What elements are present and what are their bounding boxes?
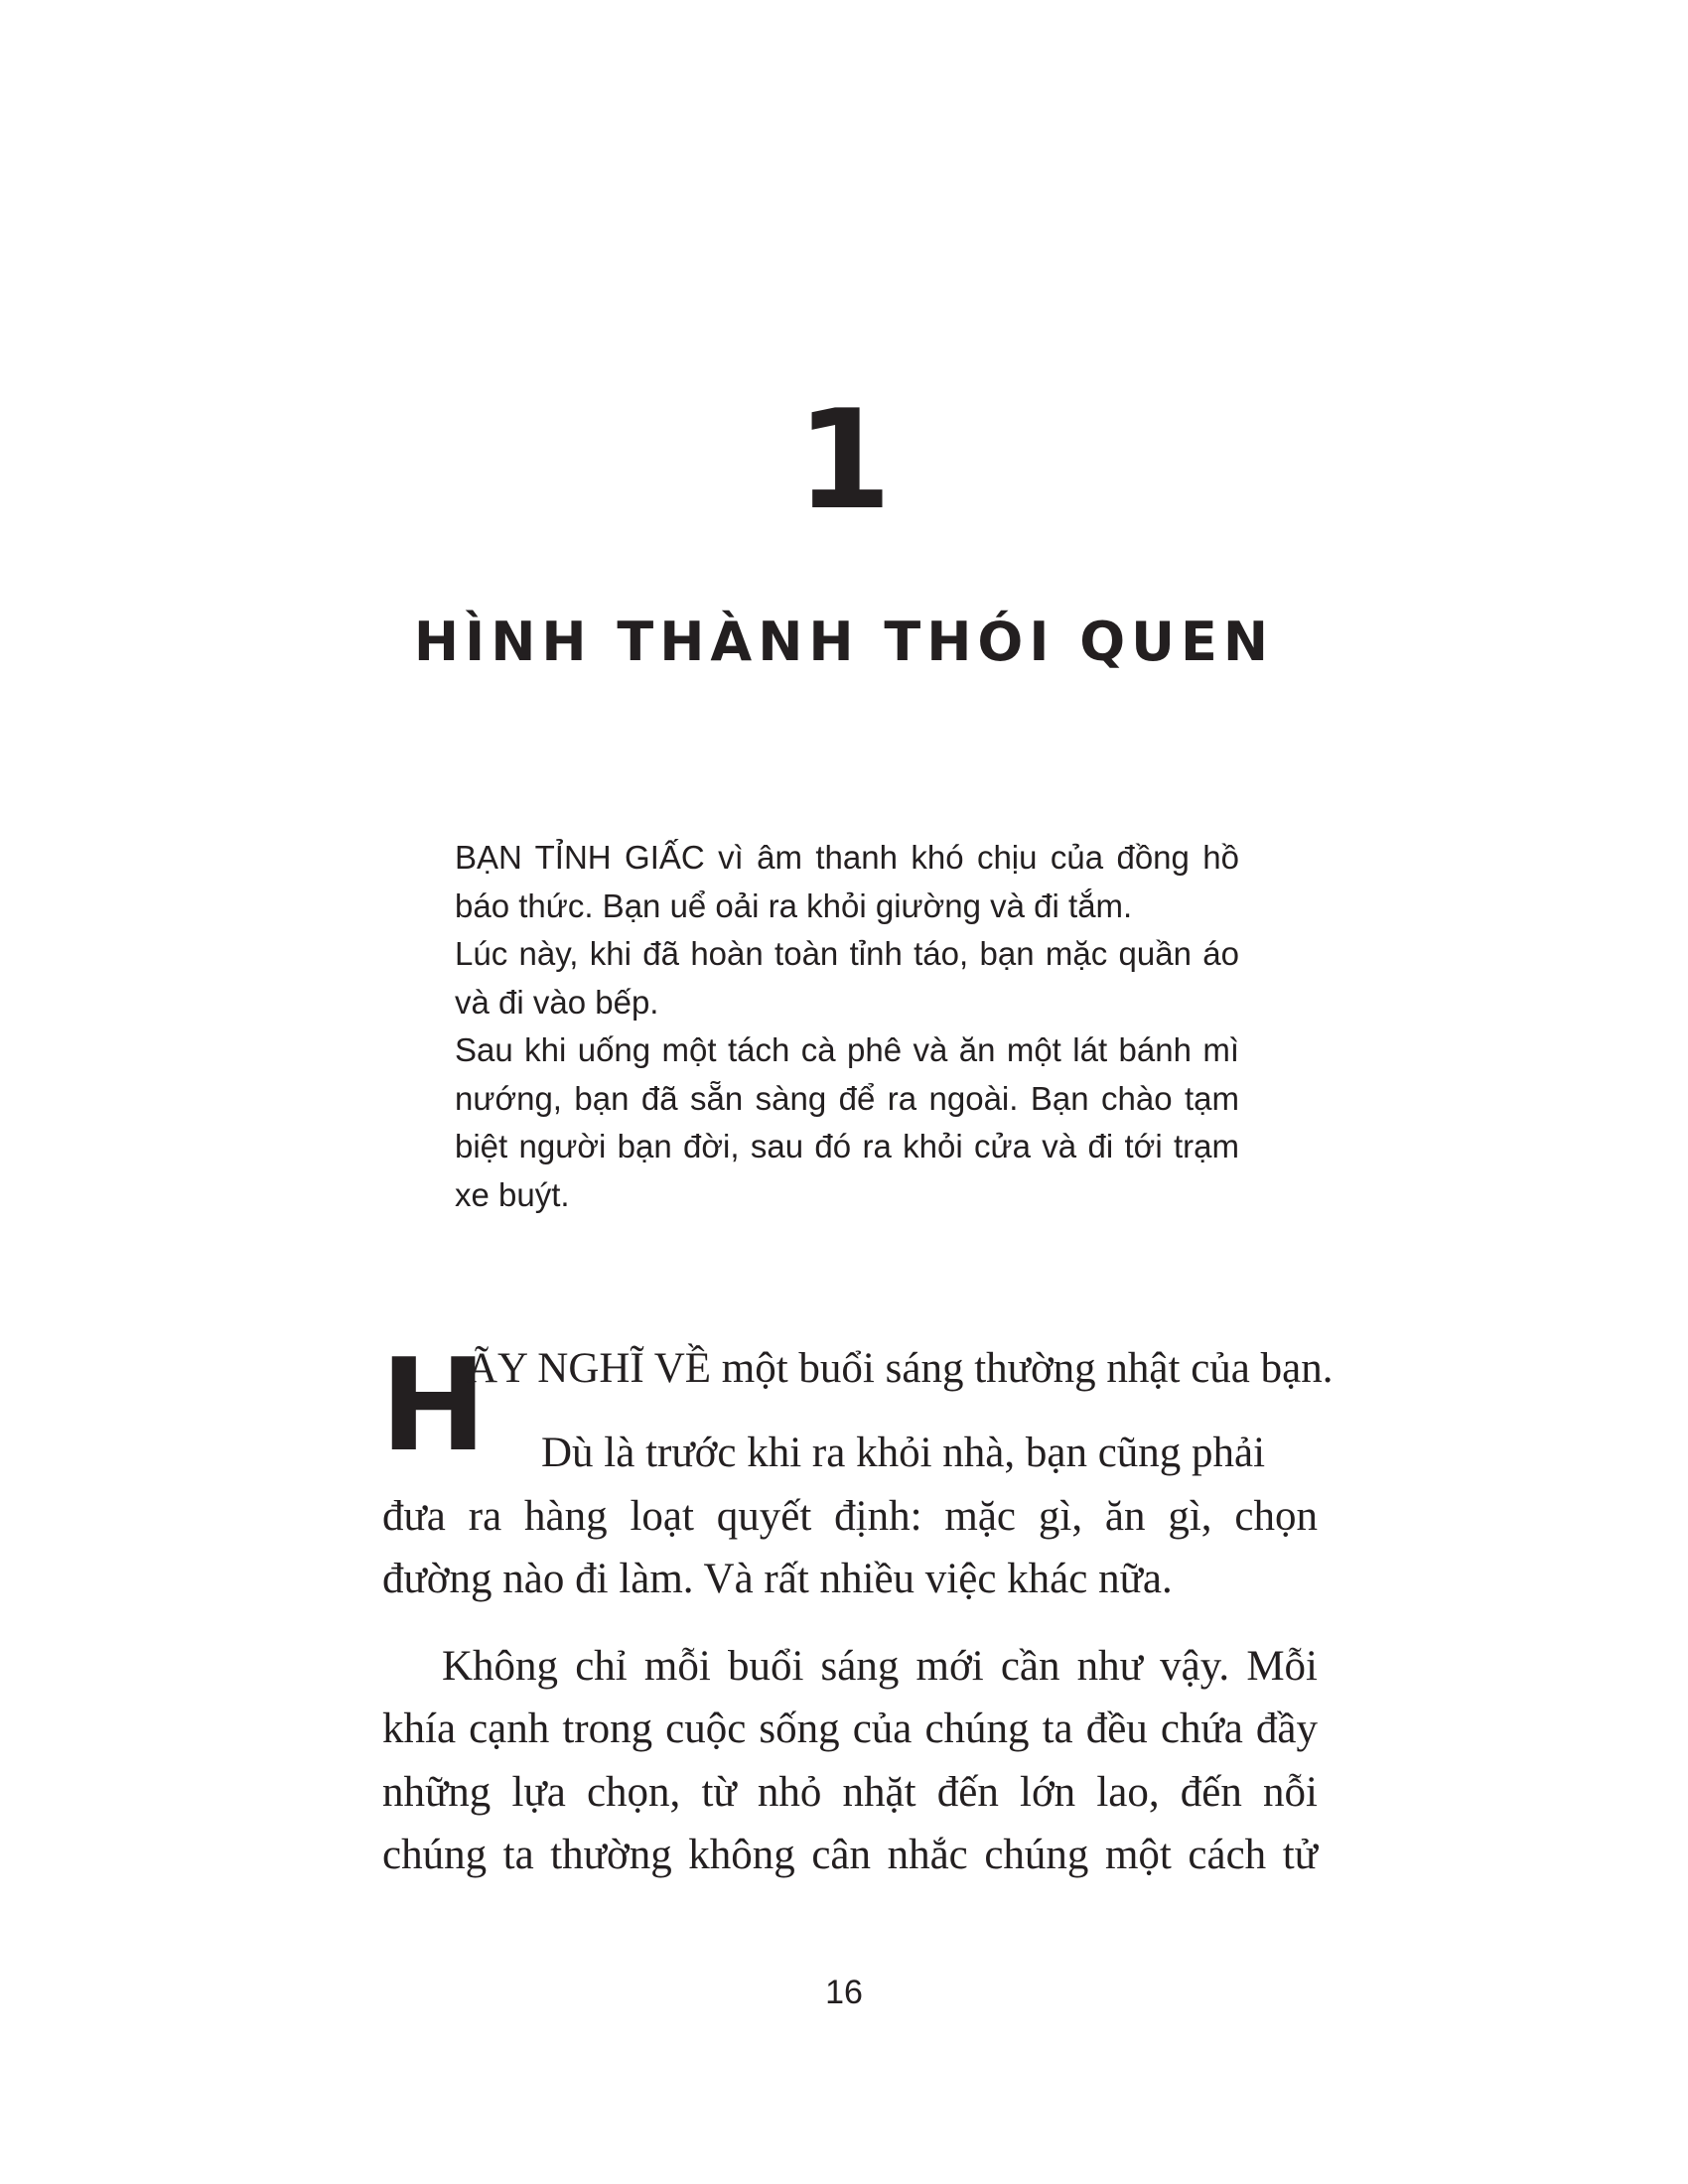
intro-line: nướng, bạn đã sẵn sàng để ra ngoài. Bạn chào tạm [455, 1079, 1239, 1117]
intro-line: biệt người bạn đời, sau đó ra khỏi cửa và đi tới trạm [455, 1128, 1239, 1164]
body-line: đường nào đi làm. Và rất nhiều việc khác nữa. [382, 1556, 1173, 1602]
body-line: chúng ta thường không cân nhắc chúng một cách tử [382, 1832, 1318, 1878]
body-line: khía cạnh trong cuộc sống của chúng ta đều chứa đầy [382, 1706, 1318, 1752]
body-line: đưa ra hàng loạt quyết định: mặc gì, ăn gì, chọn [382, 1492, 1318, 1540]
intro-line: Sau khi uống một tách cà phê và ăn một lát bánh mì [455, 1031, 1239, 1068]
body-line: Không chỉ mỗi buổi sáng mới cần như vậy. Mỗi [442, 1642, 1318, 1690]
intro-line: xe buýt. [455, 1175, 570, 1213]
body-line: Dù là trước khi ra khỏi nhà, bạn cũng phải [541, 1430, 1266, 1476]
chapter-title: HÌNH THÀNH THÓI QUEN [413, 611, 1275, 673]
intro-line: và đi vào bếp. [455, 983, 659, 1021]
intro-line: BẠN TỈNH GIẤC vì âm thanh khó chịu của đồng hồ [455, 839, 1239, 876]
intro-passage [455, 834, 1239, 1219]
body-text [382, 1422, 1318, 1887]
body-line: những lựa chọn, từ nhỏ nhặt đến lớn lao, đến nỗi [382, 1768, 1318, 1816]
intro-line: báo thức. Bạn uể oải ra khỏi giường và đi tắm. [455, 887, 1133, 924]
page-number: 16 [825, 1974, 863, 2011]
drop-cap: H [380, 1332, 488, 1480]
intro-line: Lúc này, khi đã hoàn toàn tỉnh táo, bạn mặc quần áo [455, 935, 1239, 972]
body-first-line: ÃY NGHĨ VỀ một buổi sáng thường nhật của bạn. [467, 1345, 1334, 1392]
chapter-number: 1 [795, 380, 893, 540]
